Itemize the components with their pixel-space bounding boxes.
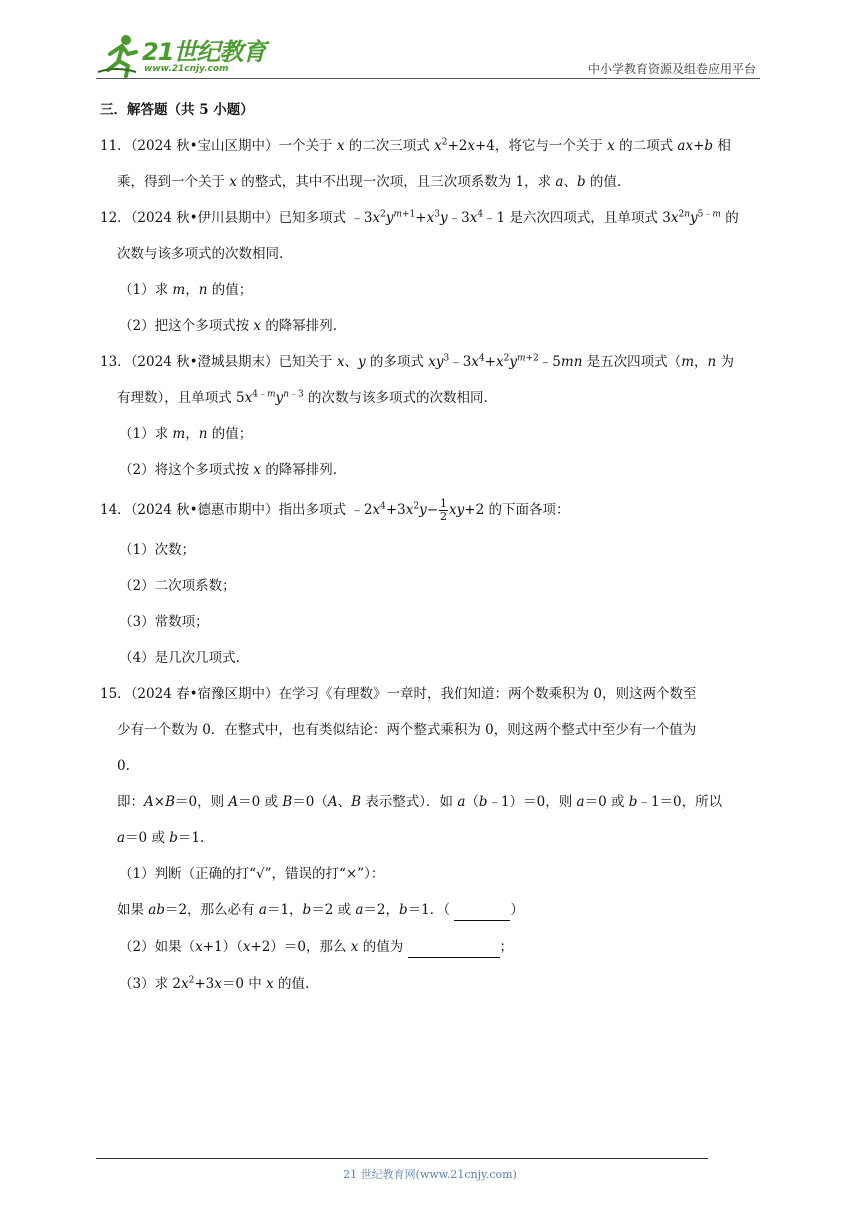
q13-text: 已知关于 <box>278 354 333 370</box>
question-15-sub1-line: 如果 ab＝2，那么必有 a＝1，b＝2 或 a＝2，b＝1．（ ） <box>100 900 765 921</box>
question-15-sub2: （2）如果（x+1）（x+2）＝0，那么 x 的值为 ； <box>100 937 765 958</box>
q14-text: 的下面各项： <box>488 502 570 518</box>
q13-sub1-text: （1）求 <box>119 426 169 442</box>
q13-number: 13． <box>100 354 131 370</box>
q11-text: 的值. <box>589 174 622 190</box>
q11-text: ，将它与一个关于 <box>494 138 603 154</box>
question-12-line2: 次数与该多项式的次数相同. <box>117 246 284 262</box>
fraction-one-half: $\frac{1}{2}$ <box>440 497 448 523</box>
q15-sub1-text: ） <box>510 902 524 918</box>
question-13-sub2: （2）将这个多项式按 x 的降幂排列. <box>119 462 338 478</box>
question-12: 12．（2024 秋•伊川县期中）已知多项式 $﹣3x^2y^{m+1}+x^3y﹣3x^4﹣1$ 是六次四项式，且单项式 $3x^{2n}y^{5﹣m}$ 的 <box>100 209 739 226</box>
logo <box>96 30 266 80</box>
q15-text: ，则 <box>545 794 573 810</box>
question-13-line2: 有理数），且单项式 $5x^{4﹣m}y^{n﹣3}$ 的次数与该多项式的次数相同. <box>117 389 488 406</box>
q13-sub2-text: （2）将这个多项式按 <box>119 462 250 478</box>
document-content <box>100 100 765 1010</box>
q13-sub1-text: 的值； <box>211 426 253 442</box>
question-11-line2: 乘，得到一个关于 x 的整式，其中不出现一次项，且三次项系数为 1，求 a、b 的值. <box>117 174 622 190</box>
question-15-sub1: （1）判断（正确的打“√”，错误的打“×”）： <box>119 866 385 882</box>
q11-text: 相 <box>717 138 731 154</box>
question-14-sub2: （2）二次项系数； <box>119 578 236 594</box>
footer-link[interactable]: 21 世纪教育网(www.21cnjy.com) <box>343 1168 517 1181</box>
q11-text: 一个关于 <box>278 138 333 154</box>
q13-text: 是五次四项式（ <box>586 354 682 370</box>
q15-text: 在学习《有理数》一章时，我们知道：两个数乘积为 0，则这两个数至 <box>278 686 697 702</box>
q15-text: 或 <box>264 794 279 810</box>
question-12-sub1: （1）求 m，n 的值； <box>119 282 253 298</box>
section-title: 三．解答题（共 5 小题） <box>100 102 254 118</box>
q11-text: 的二次三项式 <box>348 138 430 154</box>
question-15 <box>100 684 765 704</box>
q13-text: 有理数），且单项式 <box>117 390 232 406</box>
q12-text: 已知多项式 <box>278 210 347 226</box>
q11-number: 11． <box>100 138 131 154</box>
q15-sub2-text: ，那么 <box>306 939 347 955</box>
question-15-line5: a＝0 或 b＝1. <box>117 830 205 846</box>
question-13: 13．（2024 秋•澄城县期末）已知关于 x、y 的多项式 $xy^3﹣3x^4+x^2y^{m+2}﹣5mn$ 是五次四项式（m，n 为 <box>100 353 734 370</box>
q15-text: 或 <box>611 794 625 810</box>
q13-text: 的次数与该多项式的次数相同. <box>308 390 488 406</box>
q11-text: 的整式，其中不出现一次项，且三次项系数为 1，求 <box>241 174 552 190</box>
question-14-sub1: （1）次数； <box>119 542 196 558</box>
q14-number: 14． <box>100 502 131 518</box>
question-14: 14．（2024 秋•德惠市期中）指出多项式 $﹣2x^4+3x^2y-$ $\frac{1}{2}$ xy+2 的下面各项： <box>100 497 570 523</box>
question-13-sub1: （1）求 m，n 的值； <box>119 426 253 442</box>
q11-source: （2024 秋•宝山区期中） <box>130 138 279 154</box>
question-15-line4: 即：A×B＝0，则 A＝0 或 B＝0（A、B 表示整式）．如 a（b﹣1）＝0，则 a＝0 或 b﹣1＝0，所以 <box>117 794 723 810</box>
q15-sub1-text: ．（ <box>429 902 451 918</box>
logo-text: 21世纪教育 <box>142 38 266 66</box>
q14-source: （2024 秋•德惠市期中） <box>130 502 279 518</box>
page-header <box>96 30 760 80</box>
q15-sub1-text: 如果 <box>117 902 144 918</box>
q13-text: 为 <box>720 354 734 370</box>
q13-source: （2024 秋•澄城县期末） <box>130 354 279 370</box>
answer-blank[interactable] <box>408 937 500 958</box>
q15-sub3-text: 中 <box>248 976 262 992</box>
q12-sub1-text: 的值； <box>211 282 253 298</box>
runner-icon <box>96 32 142 78</box>
q12-text: 的 <box>725 210 739 226</box>
q15-text: ，所以 <box>681 794 723 810</box>
q11-text: 乘，得到一个关于 <box>117 174 225 190</box>
footer-divider <box>96 1158 708 1159</box>
q15-sub3-text: 的值. <box>277 976 310 992</box>
question-14-sub3: （3）常数项； <box>119 614 209 630</box>
q15-text: 即： <box>117 794 144 810</box>
answer-blank[interactable] <box>454 900 510 921</box>
q15-text: 或 <box>151 830 165 846</box>
question-11: 11．（2024 秋•宝山区期中）一个关于 x 的二次三项式 $x^2+2x+4$，将它与一个关于 x 的二项式 ax+b 相 <box>100 137 731 154</box>
q15-sub1-text: ，那么必有 <box>187 902 255 918</box>
q15-source: （2024 春•宿豫区期中） <box>130 686 279 702</box>
q13-text: 的多项式 <box>369 354 424 370</box>
q15-text: ，则 <box>197 794 225 810</box>
header-divider <box>96 78 760 79</box>
q12-sub2-text: 的降幂排列. <box>265 318 338 334</box>
q15-number: 15． <box>100 686 131 702</box>
q15-sub2-text: （2）如果 <box>119 939 182 955</box>
question-15-line2: 少有一个数为 0．在整式中，也有类似结论：两个整式乘积为 0，则这两个整式中至少有一个值为 <box>117 722 697 738</box>
q12-number: 12． <box>100 210 131 226</box>
q15-text: （ <box>314 794 328 810</box>
q13-sub2-text: 的降幂排列. <box>265 462 338 478</box>
question-15-line3: 0. <box>117 758 130 774</box>
platform-title: 中小学教育资源及组卷应用平台 <box>587 62 756 76</box>
q15-text: 表示整式）．如 <box>365 794 454 810</box>
q12-sub2-text: （2）把这个多项式按 <box>119 318 250 334</box>
question-12-sub2: （2）把这个多项式按 x 的降幂排列. <box>119 318 338 334</box>
q12-sub1-text: （1）求 <box>119 282 169 298</box>
question-14-sub4: （4）是几次几项式. <box>119 650 240 666</box>
q15-sub2-text: 的值为 <box>362 939 404 955</box>
q15-sub3-text: （3）求 <box>119 976 169 992</box>
q11-text: 的二项式 <box>619 138 674 154</box>
q14-text: 指出多项式 <box>278 502 347 518</box>
q12-text: 是六次四项式，且单项式 <box>509 210 658 226</box>
q15-sub2-text: ； <box>499 939 514 955</box>
logo-url: www.21cnjy.com <box>144 64 229 74</box>
question-15-sub3: （3）求 $2x^2+3x=0$ 中 x 的值. <box>119 975 310 992</box>
q12-source: （2024 秋•伊川县期中） <box>130 210 279 226</box>
